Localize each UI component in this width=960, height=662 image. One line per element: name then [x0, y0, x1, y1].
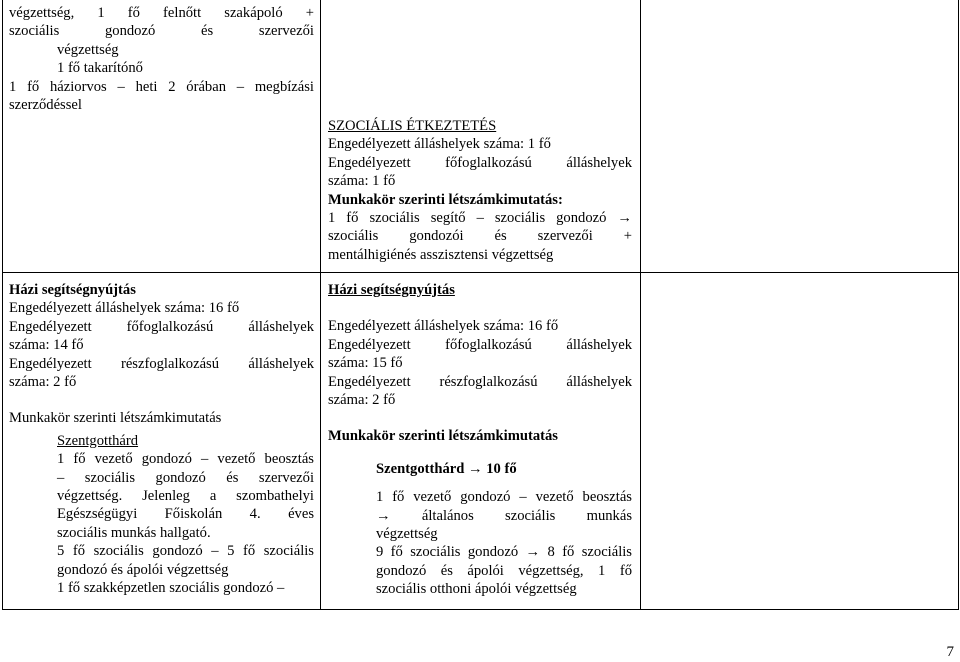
text-line: Engedélyezett főfoglalkozású álláshelyek — [328, 154, 632, 171]
text-line: 1 fő vezető gondozó – vezető beosztás — [57, 451, 314, 468]
text-line: végzettség — [57, 41, 119, 58]
text-line: 1 fő háziorvos – heti 2 órában – megbízási — [9, 78, 314, 95]
text-line: gondozó és ápolói végzettség, 1 fő — [376, 562, 632, 579]
table-border-left — [2, 0, 3, 610]
text-line: száma: 1 fő — [328, 173, 396, 190]
text-line: szerződéssel — [9, 97, 82, 114]
text-line: végzettség, 1 fő felnőtt szakápoló + — [9, 5, 314, 21]
page-number: 7 — [946, 644, 954, 660]
text-line: száma: 15 fő — [328, 355, 403, 372]
text-line: száma: 2 fő — [328, 392, 396, 409]
text-line: száma: 14 fő — [9, 337, 84, 354]
text-line: Egészségügyi Főiskolán 4. éves — [57, 506, 314, 523]
text-line: 1 fő takarítónő — [57, 60, 143, 77]
text-line: → általános szociális munkás — [376, 507, 632, 524]
table-border-bottom — [2, 609, 959, 610]
text-line: végzettség — [376, 526, 438, 543]
staff-heading: Munkakör szerinti létszámkimutatás — [328, 428, 558, 445]
staff-heading: Munkakör szerinti létszámkimutatás — [9, 410, 222, 427]
text-line: – szociális gondozó és szervezői — [57, 469, 314, 486]
text-line: mentálhigiénés asszisztensi végzettség — [328, 246, 554, 263]
text-line: 9 fő szociális gondozó → 8 fő szociális — [376, 544, 632, 561]
text-line: szociális gondozó és szervezői — [9, 23, 314, 40]
text-line: szociális munkás hallgató. — [57, 524, 211, 541]
text-line: Engedélyezett álláshelyek száma: 1 fő — [328, 136, 551, 153]
section-title: SZOCIÁLIS ÉTKEZTETÉS — [328, 118, 497, 134]
text-line: 1 fő vezető gondozó – vezető beosztás — [376, 489, 632, 506]
section-title: Házi segítségnyújtás — [9, 282, 136, 298]
text-line: Engedélyezett főfoglalkozású álláshelyek — [9, 318, 314, 335]
location-label: Szentgotthárd — [57, 432, 139, 449]
location-heading: Szentgotthárd → 10 fő — [376, 460, 517, 477]
text-line: 5 fő szociális gondozó – 5 fő szociális — [57, 543, 314, 560]
text-line: gondozó és ápolói végzettség — [57, 561, 229, 578]
text-line: szociális gondozói és szervezői + — [328, 228, 632, 245]
middle-bottom-cell — [328, 281, 632, 599]
table-row-divider — [2, 272, 959, 273]
section-title: Házi segítségnyújtás — [328, 282, 455, 298]
text-line: 1 fő szakképzetlen szociális gondozó – — [57, 580, 285, 597]
table-border-col1 — [320, 0, 321, 610]
staff-heading: Munkakör szerinti létszámkimutatás: — [328, 191, 563, 208]
text-line: végzettség. Jelenleg a szombathelyi — [57, 488, 314, 505]
text-line: Engedélyezett részfoglalkozású álláshelyek — [328, 373, 632, 390]
text-line: Engedélyezett részfoglalkozású álláshelyek — [9, 355, 314, 372]
text-line: Engedélyezett álláshelyek száma: 16 fő — [328, 318, 559, 335]
left-top-cell — [9, 4, 314, 114]
left-bottom-cell — [9, 281, 314, 598]
text-line: Engedélyezett álláshelyek száma: 16 fő — [9, 300, 240, 317]
text-line: száma: 2 fő — [9, 374, 77, 391]
middle-top-cell — [328, 117, 632, 264]
table-border-col2 — [640, 0, 641, 610]
text-line: Engedélyezett főfoglalkozású álláshelyek — [328, 336, 632, 353]
text-line: szociális otthoni ápolói végzettség — [376, 581, 577, 598]
table-border-right — [958, 0, 959, 610]
text-line: 1 fő szociális segítő – szociális gondozó → — [328, 210, 632, 227]
